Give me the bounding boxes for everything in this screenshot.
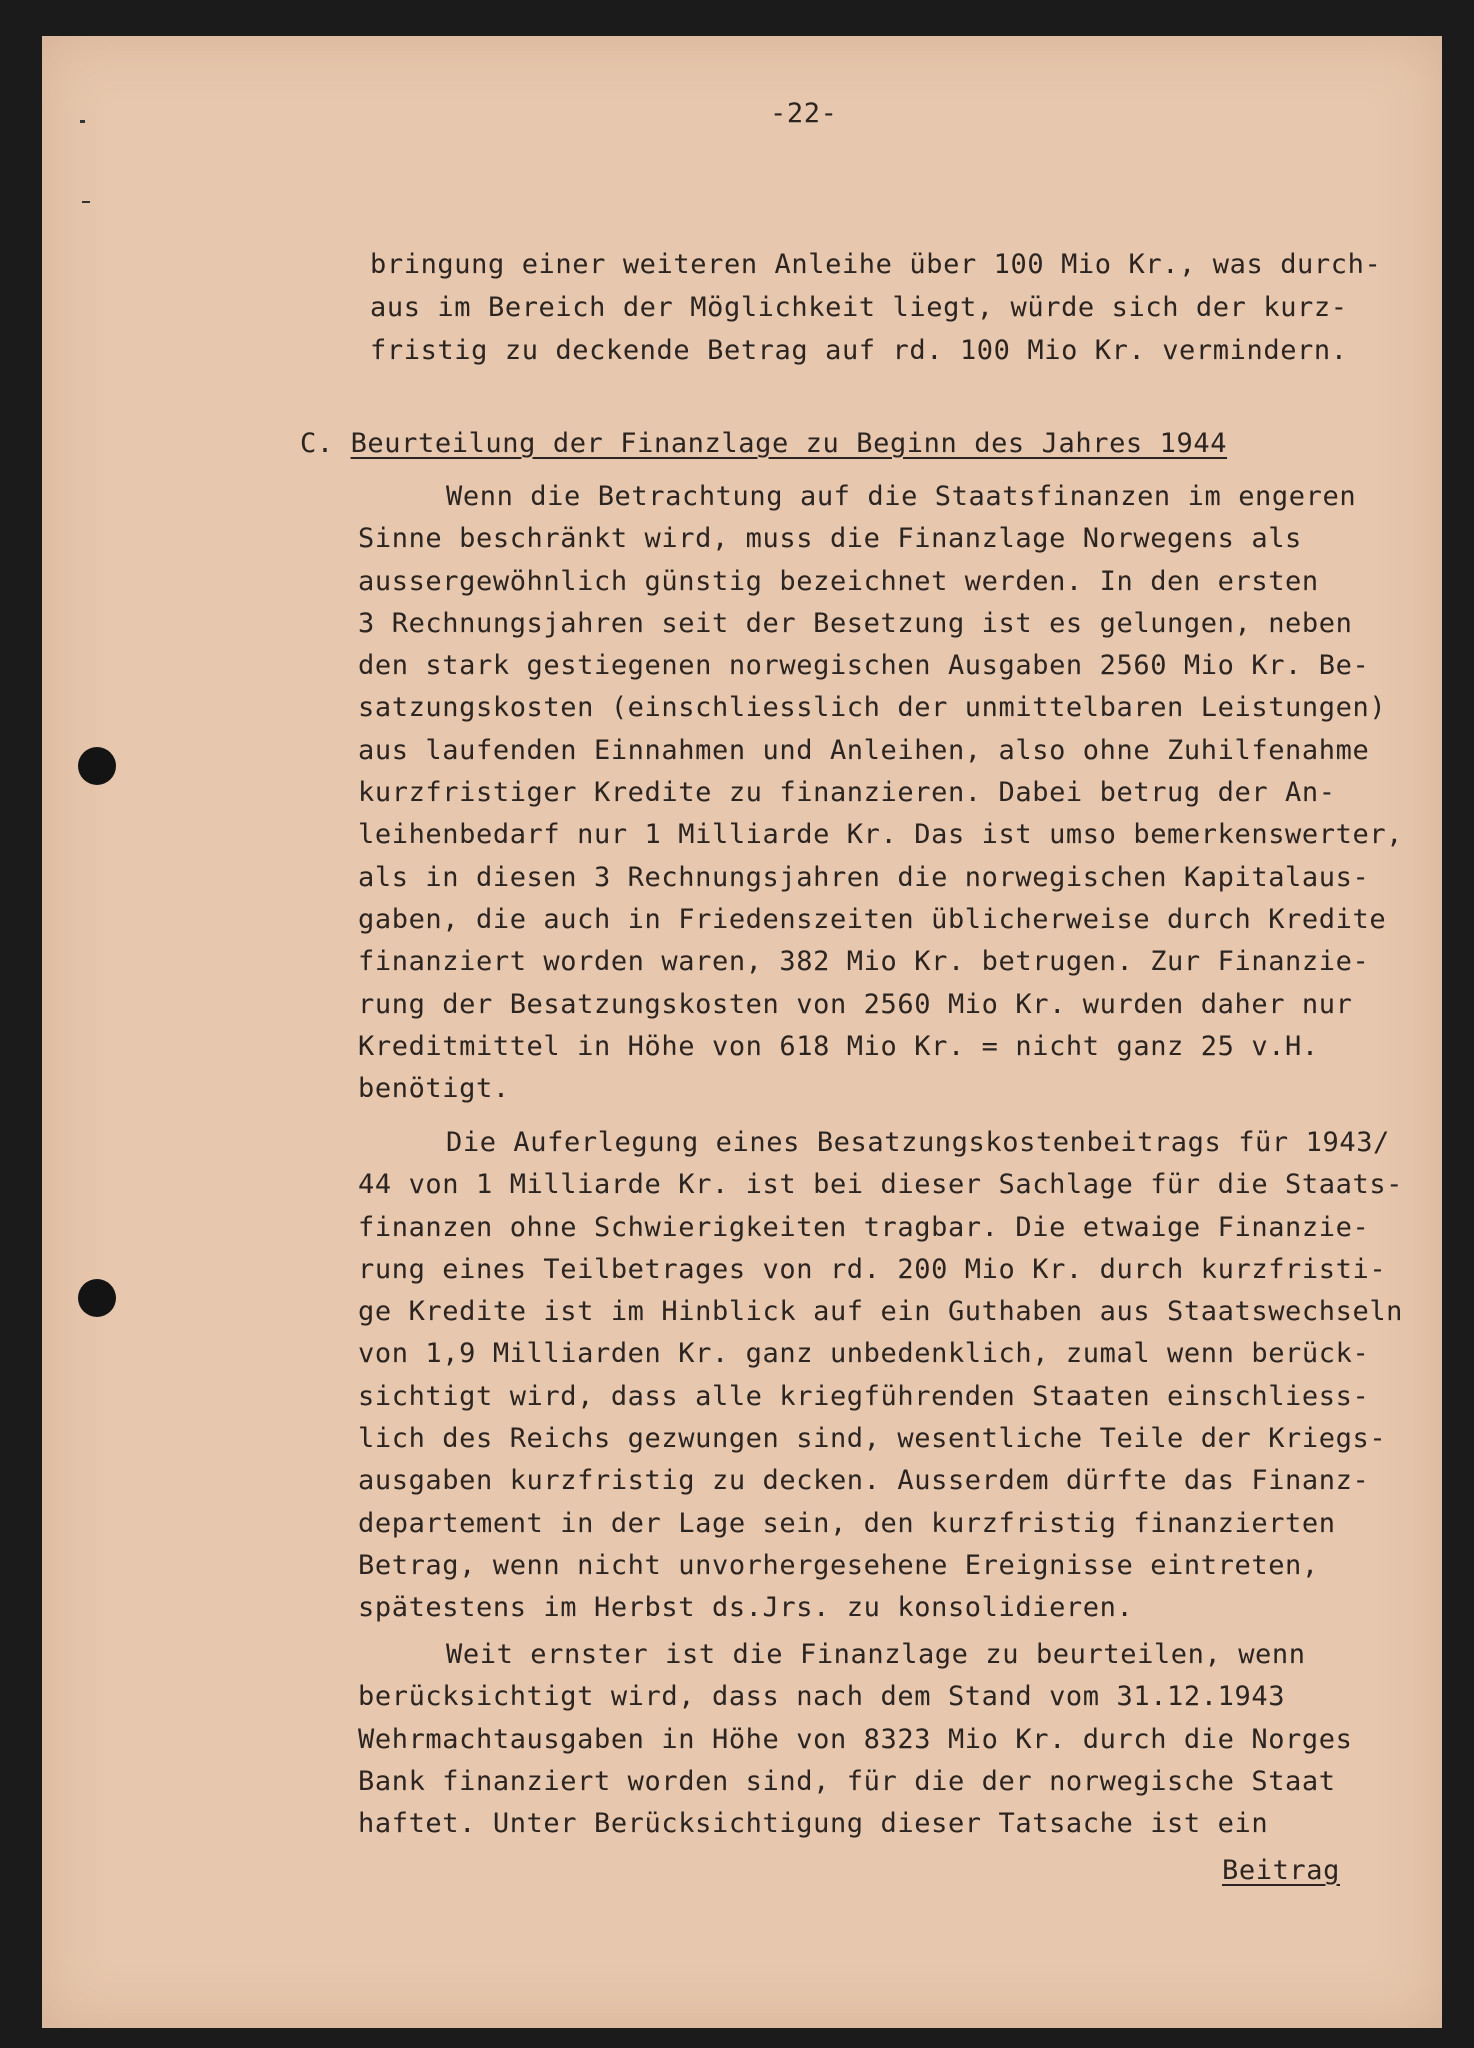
punch-hole-lower — [78, 1279, 116, 1317]
section-heading — [300, 428, 1227, 459]
text-line: fristig zu deckende Betrag auf rd. 100 Mio Kr. vermindern. — [370, 335, 1348, 366]
paragraph-1 — [358, 476, 1403, 1110]
text-line: rung eines Teilbetrages von rd. 200 Mio Kr. durch kurzfristi- — [358, 1253, 1387, 1285]
text-line: finanziert worden waren, 382 Mio Kr. betrugen. Zur Finanzie- — [358, 946, 1370, 978]
text-line: aussergewöhnlich günstig bezeichnet werden. In den ersten — [358, 565, 1319, 597]
text-line: von 1,9 Milliarden Kr. ganz unbedenklich, zumal wenn berück- — [358, 1338, 1370, 1370]
text-line: benötigt. — [358, 1073, 510, 1105]
punch-hole-upper — [78, 747, 116, 785]
paragraph-2 — [358, 1122, 1403, 1630]
text-line: 44 von 1 Milliarde Kr. ist bei dieser Sachlage für die Staats- — [358, 1169, 1404, 1201]
text-line: aus laufenden Einnahmen und Anleihen, also ohne Zuhilfenahme — [358, 734, 1370, 766]
text-line: gaben, die auch in Friedenszeiten üblicherweise durch Kredite — [358, 903, 1387, 935]
text-line: ausgaben kurzfristig zu decken. Ausserdem dürfte das Finanz- — [358, 1465, 1370, 1497]
text-line: sichtigt wird, dass alle kriegführenden Staaten einschliess- — [358, 1380, 1370, 1412]
page-number: -22- — [770, 98, 838, 129]
text-line: kurzfristiger Kredite zu finanzieren. Dabei betrug der An- — [358, 777, 1336, 809]
text-line: leihenbedarf nur 1 Milliarde Kr. Das ist umso bemerkenswerter, — [358, 819, 1404, 851]
text-line: ge Kredite ist im Hinblick auf ein Guthaben aus Staatswechseln — [358, 1296, 1404, 1328]
text-line: haftet. Unter Berücksichtigung dieser Tatsache ist ein — [358, 1808, 1269, 1840]
paper-speck — [82, 201, 90, 203]
continuation-paragraph — [370, 243, 1381, 372]
text-line: als in diesen 3 Rechnungsjahren die norwegischen Kapitalaus- — [358, 861, 1370, 893]
text-line: Wenn die Betrachtung auf die Staatsfinanzen im engeren — [446, 481, 1357, 512]
text-line: Betrag, wenn nicht unvorhergesehene Ereignisse eintreten, — [358, 1549, 1319, 1581]
text-line: bringung einer weiteren Anleihe über 100 Mio Kr., was durch- — [370, 249, 1382, 280]
text-line: spätestens im Herbst ds.Jrs. zu konsolidieren. — [358, 1592, 1134, 1624]
section-letter: C. — [300, 428, 334, 459]
text-line: berücksichtigt wird, dass nach dem Stand vom 31.12.1943 — [358, 1681, 1286, 1713]
text-line: rung der Besatzungskosten von 2560 Mio Kr. wurden daher nur — [358, 988, 1353, 1020]
text-line: Weit ernster ist die Finanzlage zu beurteilen, wenn — [446, 1639, 1306, 1670]
text-line: Wehrmachtausgaben in Höhe von 8323 Mio Kr. durch die Norges — [358, 1723, 1353, 1755]
text-line: satzungskosten (einschliesslich der unmittelbaren Leistungen) — [358, 692, 1387, 724]
text-line: Die Auferlegung eines Besatzungskostenbeitrags für 1943/ — [446, 1127, 1390, 1158]
text-line: Kreditmittel in Höhe von 618 Mio Kr. = nicht ganz 25 v.H. — [358, 1030, 1319, 1062]
paper-speck — [80, 120, 85, 123]
text-line: 3 Rechnungsjahren seit der Besetzung ist es gelungen, neben — [358, 607, 1353, 639]
text-line: aus im Bereich der Möglichkeit liegt, würde sich der kurz- — [370, 292, 1348, 323]
text-line: departement in der Lage sein, den kurzfristig finanzierten — [358, 1507, 1336, 1539]
text-line: Sinne beschränkt wird, muss die Finanzlage Norwegens als — [358, 523, 1302, 555]
text-line: Bank finanziert worden sind, für die der norwegische Staat — [358, 1765, 1336, 1797]
text-line: finanzen ohne Schwierigkeiten tragbar. Die etwaige Finanzie- — [358, 1211, 1370, 1243]
text-line: den stark gestiegenen norwegischen Ausgaben 2560 Mio Kr. Be- — [358, 650, 1370, 682]
section-title: Beurteilung der Finanzlage zu Beginn des Jahres 1944 — [350, 428, 1228, 459]
paragraph-3 — [358, 1634, 1352, 1845]
text-line: lich des Reichs gezwungen sind, wesentliche Teile der Kriegs- — [358, 1423, 1387, 1455]
catchword: Beitrag — [1222, 1855, 1340, 1886]
